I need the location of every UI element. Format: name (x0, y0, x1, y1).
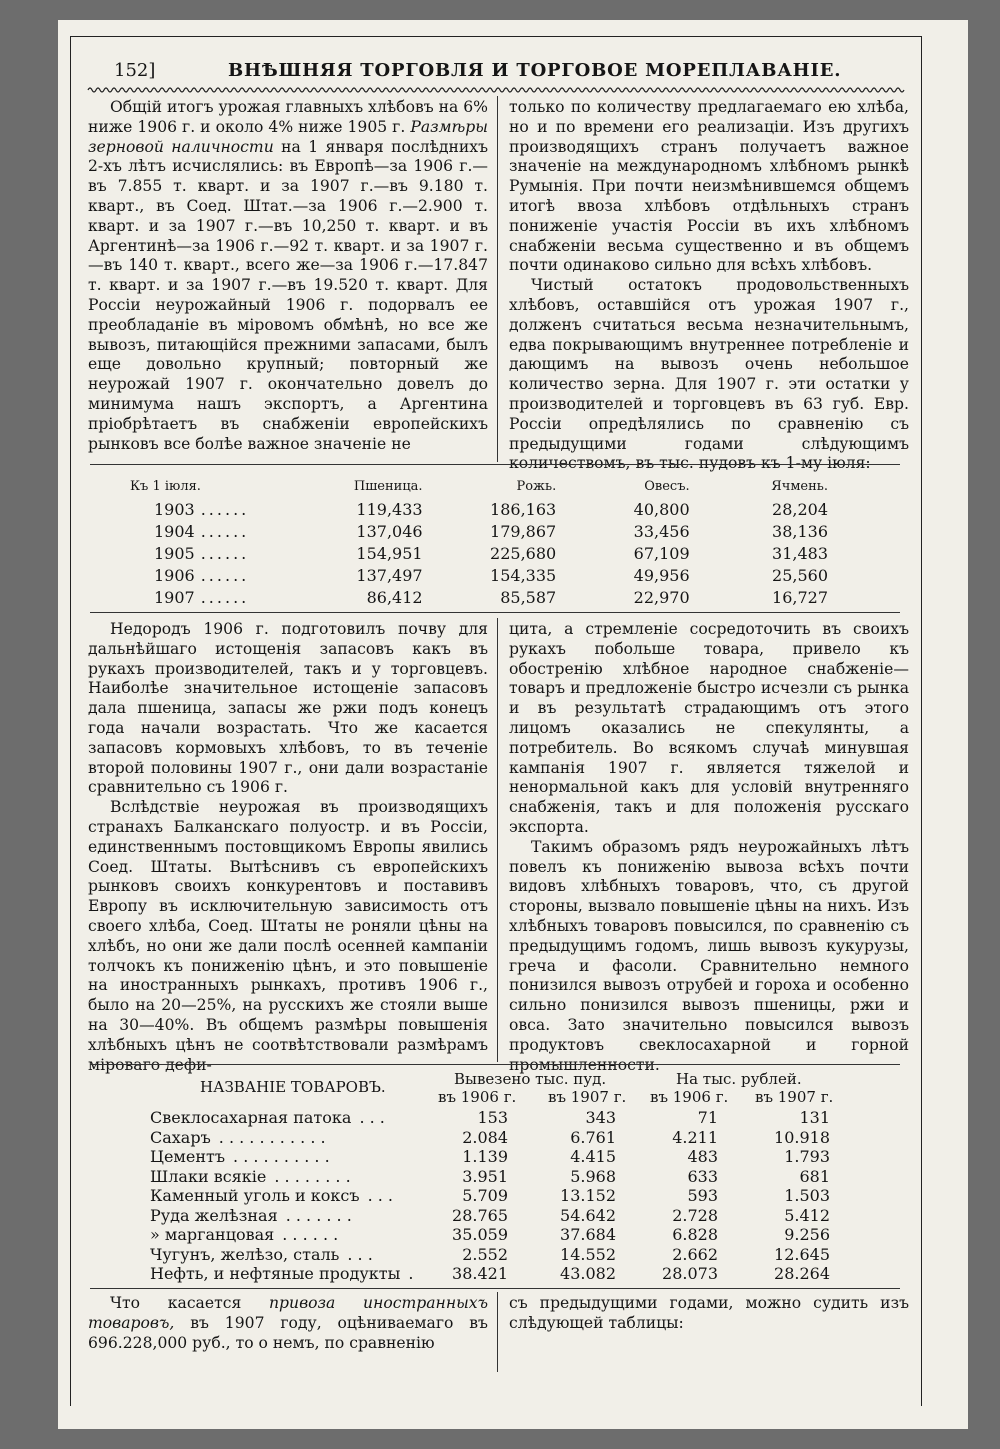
stock-rye: 225,680 (490, 543, 557, 563)
goods-name: Цементъ (150, 1147, 226, 1167)
stock-row (108, 586, 828, 608)
section1-left-column (88, 98, 488, 462)
stock-dots: ...... (200, 565, 250, 585)
goods-value-c: 28.073 (662, 1264, 718, 1284)
stock-wheat: 86,412 (366, 587, 423, 607)
stock-header-rye: Рожь. (516, 478, 557, 494)
goods-value-a: 35.059 (452, 1225, 508, 1245)
goods-dots: . . . . . . . . . . (233, 1147, 330, 1167)
stock-barley: 16,727 (772, 587, 828, 607)
goods-name: » марганцовая (150, 1225, 275, 1245)
stock-year: 1907 (154, 587, 195, 607)
goods-dots: . . . . . . . . . . . (218, 1127, 326, 1147)
section-divider (90, 464, 900, 465)
goods-name-cell (150, 1108, 420, 1128)
emphasis-text: Размѣры зерновой наличности (88, 117, 488, 156)
section3-right-column (509, 1294, 909, 1374)
stock-row (108, 542, 828, 564)
stock-table (108, 474, 828, 608)
stock-wheat: 119,433 (356, 499, 423, 519)
goods-dots: . . . . . . (282, 1225, 339, 1245)
goods-dots: . . . (347, 1244, 373, 1264)
text-run: въ 1907 году, оцѣниваемаго въ 696.228,000 руб., то о немъ, по сравненію (88, 1313, 488, 1352)
stock-barley: 31,483 (772, 543, 828, 563)
stock-row (108, 520, 828, 542)
section1-left-paragraph (88, 98, 488, 454)
goods-row (150, 1108, 830, 1128)
goods-value-c: 4.211 (672, 1127, 718, 1147)
goods-value-b: 43.082 (560, 1264, 616, 1284)
section-divider (90, 612, 900, 613)
goods-value-d: 5.412 (784, 1205, 830, 1225)
stock-header-wheat: Пшеница. (353, 478, 423, 494)
goods-value-c: 6.828 (672, 1225, 718, 1245)
goods-value-c: 71 (697, 1108, 718, 1128)
goods-value-c: 483 (687, 1147, 718, 1167)
section3-left-paragraph (88, 1294, 488, 1353)
stock-oats: 49,956 (633, 565, 690, 585)
goods-name-cell (150, 1245, 420, 1265)
goods-value-d: 10.918 (774, 1127, 830, 1147)
goods-name-cell (150, 1206, 420, 1226)
page-number: 152] (114, 60, 156, 81)
goods-value-b: 37.684 (560, 1225, 616, 1245)
section2-right-column (509, 620, 909, 1074)
goods-name: Каменный уголь и коксъ (150, 1186, 360, 1206)
goods-sub-1907-rub: въ 1907 г. (755, 1088, 834, 1106)
stock-barley: 28,204 (772, 499, 828, 519)
goods-dots: . . . (359, 1108, 385, 1128)
goods-value-d: 131 (799, 1108, 830, 1128)
goods-name: Руда желѣзная (150, 1205, 278, 1225)
section-divider (90, 1288, 900, 1289)
goods-row (150, 1264, 830, 1284)
goods-row (150, 1147, 830, 1167)
goods-value-b: 6.761 (570, 1127, 616, 1147)
header-wavy-rule (88, 84, 900, 96)
column-divider (497, 618, 498, 1062)
goods-value-b: 5.968 (570, 1166, 616, 1186)
stock-oats: 40,800 (633, 499, 690, 519)
goods-row (150, 1128, 830, 1148)
goods-sub-1907-qty: въ 1907 г. (548, 1088, 627, 1106)
stock-rye: 186,163 (490, 499, 557, 519)
goods-value-c: 593 (687, 1186, 718, 1206)
stock-row (108, 498, 828, 520)
goods-value-a: 1.139 (462, 1147, 508, 1167)
stock-wheat: 154,951 (356, 543, 423, 563)
stock-year: 1904 (154, 521, 195, 541)
goods-value-a: 153 (477, 1108, 508, 1128)
goods-row (150, 1206, 830, 1226)
goods-value-b: 54.642 (560, 1205, 616, 1225)
goods-sub-1906-rub: въ 1906 г. (650, 1088, 729, 1106)
stock-dots: ...... (200, 521, 250, 541)
goods-row (150, 1245, 830, 1265)
goods-name: Нефть, и нефтяные продукты (150, 1264, 401, 1284)
goods-value-d: 1.793 (784, 1147, 830, 1167)
text-run: на 1 января послѣднихъ 2-хъ лѣтъ исчислялись: въ Европѣ—за 1906 г.—въ 7.855 т. кварт. и за 1907 г.—въ 9.180 т. кварт., въ Соед. Штат.—за 1906 г.—2.900 т. кварт. и за 1907 г.—въ 10,250 т. кварт. и въ Аргентинѣ—за 1906 г.—92 т. кварт. и за 1907 г.—въ 140 т. кварт., всего же—за 1906 г.—17.847 т. кварт. и за 1907 г.—въ 19.520 т. кварт. Для Россіи неурожайный 1906 г. подорвалъ ее преобладаніе въ міровомъ обмѣнѣ, но все же вывозъ, питающійся прежними запасами, былъ еще довольно крупный; повторный же неурожай 1907 г. окончательно довелъ до минимума нашъ экспортъ, а Аргентина пріобрѣтаетъ въ снабженіи европейскихъ рынковъ все болѣе важное значеніе не (88, 137, 488, 453)
stock-row (108, 564, 828, 586)
stock-dots: ...... (200, 543, 250, 563)
goods-dots: . . . (367, 1186, 393, 1206)
goods-row (150, 1225, 830, 1245)
stock-rye: 85,587 (500, 587, 557, 607)
goods-group2-header: На тыс. рублей. (676, 1070, 802, 1088)
goods-value-c: 2.728 (672, 1205, 718, 1225)
section1-right-column (509, 98, 909, 473)
stock-rye: 179,867 (490, 521, 557, 541)
goods-dots: . (408, 1264, 414, 1284)
column-divider (497, 1292, 498, 1372)
goods-name-cell (150, 1167, 420, 1187)
goods-value-b: 13.152 (560, 1186, 616, 1206)
goods-group1-header: Вывезено тыс. пуд. (454, 1070, 607, 1088)
section1-right-paragraph-1: только по количеству предлагаемаго ею хлѣба, но и по времени его реализаціи. Изъ другихъ производящихъ странъ получаетъ важное значеніе на международномъ хлѣбномъ рынкѣ Румынія. При почти неизмѣнившемся общемъ итогѣ ввоза хлѣбовъ отдѣльныхъ странъ пониженіе участія Россіи въ ихъ хлѣбномъ снабженіи весьма существенно и въ общемъ почти одинаково сильно для всѣхъ хлѣбовъ. (509, 98, 909, 275)
goods-row (150, 1167, 830, 1187)
goods-value-d: 681 (799, 1166, 830, 1186)
stock-header-date: Къ 1 іюля. (130, 478, 201, 494)
section3-right-paragraph: съ предыдущими годами, можно судить изъ слѣдующей таблицы: (509, 1294, 909, 1332)
goods-value-b: 343 (585, 1108, 616, 1128)
section2-right-paragraph-2: Такимъ образомъ рядъ неурожайныхъ лѣтъ повелъ къ пониженію вывоза всѣхъ почти видовъ хлѣбныхъ товаровъ, что, съ другой стороны, вызвало повышеніе цѣны на нихъ. Изъ хлѣбныхъ товаровъ повысился, по сравненію съ предыдущимъ годомъ, лишь вывозъ кукурузы, греча и фасоли. Сравнительно немного понизился вывозъ отрубей и гороха и особенно сильно понизился вывозъ пшеницы, ржи и овса. Зато значительно повысился вывозъ продуктовъ свеклосахарной и горной промышленности. (509, 837, 909, 1074)
text-run: Общій итогъ урожая главныхъ хлѣбовъ на 6% ниже 1906 г. и около 4% ниже 1905 г. (88, 98, 488, 136)
stock-year: 1905 (154, 543, 195, 563)
stock-oats: 22,970 (633, 587, 690, 607)
goods-value-a: 5.709 (462, 1186, 508, 1206)
goods-name: Шлаки всякіе (150, 1166, 267, 1186)
stock-oats: 33,456 (633, 521, 690, 541)
emphasis-text: привоза иностранныхъ товаровъ, (88, 1294, 488, 1332)
section3-left-column (88, 1294, 488, 1374)
goods-name-cell (150, 1147, 420, 1167)
stock-rye: 154,335 (490, 565, 557, 585)
section2-left-paragraph-2: Вслѣдствіе неурожая въ производящихъ странахъ Балканскаго полуостр. и въ Россіи, единственнымъ постовщикомъ Европы явились Соед. Штаты. Вытѣснивъ съ европейскихъ рынковъ своихъ конкурентовъ и поставивъ Европу въ исключительную зависимость отъ своего хлѣба, Соед. Штаты не роняли цѣны на хлѣбъ, но они же дали послѣ осенней кампаніи толчокъ къ пониженію цѣнъ, и это повышеніе на иностранныхъ рынкахъ, противъ 1906 г., было на 20—25%, на русскихъ же стояли выше на 30—40%. Въ общемъ размѣры повышенія хлѣбныхъ цѣнъ не соотвѣтствовали размѣрамъ міроваго дефи- (88, 798, 488, 1074)
goods-name-cell (150, 1264, 420, 1284)
goods-value-a: 38.421 (452, 1264, 508, 1284)
stock-barley: 25,560 (772, 565, 828, 585)
goods-value-b: 4.415 (570, 1147, 616, 1167)
goods-name-cell (150, 1128, 420, 1148)
goods-value-c: 2.662 (672, 1244, 718, 1264)
stock-dots: ...... (200, 499, 250, 519)
goods-value-b: 14.552 (560, 1244, 616, 1264)
goods-value-d: 12.645 (774, 1244, 830, 1264)
page-title: ВНѢШНЯЯ ТОРГОВЛЯ И ТОРГОВОЕ МОРЕПЛАВАНІЕ. (228, 60, 842, 81)
goods-value-d: 28.264 (774, 1264, 830, 1284)
stock-header-oats: Овесъ. (644, 478, 690, 494)
goods-name: Сахаръ (150, 1127, 211, 1147)
section1-right-paragraph-2: Чистый остатокъ продовольственныхъ хлѣбовъ, оставшійся отъ урожая 1907 г., долженъ считаться весьма незначительнымъ, едва покрывающимъ внутреннее потребленіе и дающимъ на вывозъ очень небольшое количество зерна. Для 1907 г. эти остатки у производителей и торговцевъ въ 63 губ. Евр. Россіи опредѣлялись по сравненію съ предыдущими годами слѣдующимъ количествомъ, въ тыс. пудовъ къ 1-му іюля: (509, 276, 909, 473)
text-run: Что касается (110, 1294, 242, 1312)
section-divider (90, 1064, 900, 1065)
section2-left-paragraph-1: Недородъ 1906 г. подготовилъ почву для дальнѣйшаго истощенія запасовъ какъ въ рукахъ производителей, такъ и у торговцевъ. Наиболѣе значительное истощеніе запасовъ дала пшеница, запасы же ржи подъ конецъ года начали возрастать. Что же касается запасовъ кормовыхъ хлѣбовъ, то въ теченіе второй половины 1907 г., они дали возрастаніе сравнительно съ 1906 г. (88, 620, 488, 797)
stock-wheat: 137,497 (356, 565, 423, 585)
goods-value-d: 9.256 (784, 1225, 830, 1245)
stock-barley: 38,136 (772, 521, 828, 541)
goods-name-cell (150, 1225, 420, 1245)
column-divider (497, 96, 498, 462)
stock-oats: 67,109 (633, 543, 690, 563)
goods-dots: . . . . . . . (285, 1205, 352, 1225)
goods-name-cell (150, 1186, 420, 1206)
goods-dots: . . . . . . . . (274, 1166, 351, 1186)
goods-value-a: 2.084 (462, 1127, 508, 1147)
goods-value-c: 633 (687, 1166, 718, 1186)
stock-year: 1906 (154, 565, 195, 585)
running-header (88, 58, 900, 86)
stock-header-barley: Ячмень. (771, 478, 828, 494)
section2-right-paragraph-1: цита, а стремленіе сосредоточить въ своихъ рукахъ побольше товара, привело къ обостренію хлѣбное народное снабженіе—товаръ и предложеніе быстро исчезли съ рынка и въ результатѣ страдающимъ отъ этого лицомъ оказались не спекулянты, а потребитель. Во всякомъ случаѣ минувшая кампанія 1907 г. является тяжелой и ненормальной какъ для условій внутренняго снабженія, такъ и для положенія русскаго экспорта. (509, 620, 909, 836)
goods-value-a: 28.765 (452, 1205, 508, 1225)
stock-dots: ...... (200, 587, 250, 607)
goods-value-a: 2.552 (462, 1244, 508, 1264)
goods-table (150, 1108, 830, 1284)
goods-sub-1906-qty: въ 1906 г. (438, 1088, 517, 1106)
goods-name-header: НАЗВАНІЕ ТОВАРОВЪ. (200, 1078, 386, 1096)
goods-value-a: 3.951 (462, 1166, 508, 1186)
goods-name: Чугунъ, желѣзо, сталь (150, 1244, 340, 1264)
stock-wheat: 137,046 (356, 521, 423, 541)
goods-name: Свеклосахарная патока (150, 1108, 352, 1128)
goods-row (150, 1186, 830, 1206)
stock-year: 1903 (154, 499, 195, 519)
goods-value-d: 1.503 (784, 1186, 830, 1206)
section2-left-column (88, 620, 488, 1074)
